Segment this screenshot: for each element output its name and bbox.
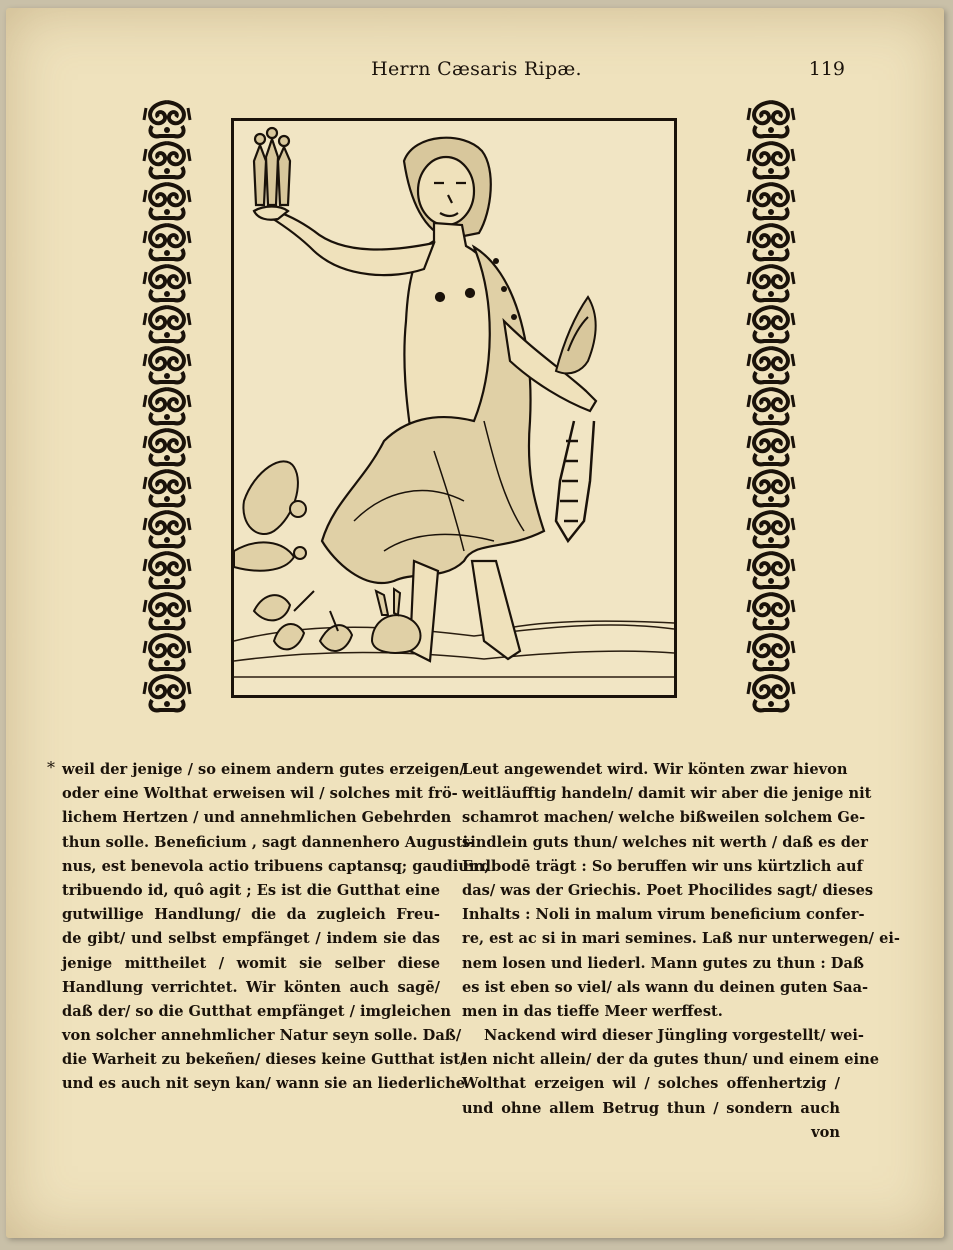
text-line: weitläufftig handeln/ damit wir aber die jenige nit — [462, 785, 872, 803]
text-line: das/ was der Griechis. Poet Phocilides sagt/ dieses — [462, 881, 874, 899]
text-line: Erdbodē trägt : So beruffen wir uns kürtzlich auf — [462, 857, 863, 875]
ornament-scroll-icon — [144, 348, 190, 382]
figure-woman-icon — [254, 128, 596, 661]
text-line: Inhalts : Noli in malum virum beneficium confer- — [462, 906, 865, 924]
ornament-scroll-icon — [144, 594, 190, 628]
ornament-scroll-icon — [748, 266, 794, 300]
ornament-scroll-icon — [144, 389, 190, 423]
ornament-scroll-icon — [144, 430, 190, 464]
text-line: thun solle. Beneficium , sagt dannenhero Augusti- — [62, 833, 475, 851]
text-line: gutwillige Handlung/ die da zugleich Freu- — [62, 906, 440, 924]
text-line: tribuendo id, quô agit ; Es ist die Gutthat eine — [62, 881, 441, 899]
ornament-scroll-icon — [144, 635, 190, 669]
text-line: die Warheit zu bekeñen/ dieses keine Gutthat ist/ — [62, 1051, 466, 1069]
ornament-scroll-icon — [144, 143, 190, 177]
text-line: Nackend wird dieser Jüngling vorgestellt/ wei- — [484, 1027, 864, 1045]
text-line: re, est ac si in mari semines. Laß nur unterwegen/ ei- — [462, 930, 900, 948]
ornamental-border-right — [746, 96, 796, 722]
ornament-scroll-icon — [144, 676, 190, 710]
ornament-scroll-icon — [144, 471, 190, 505]
text-line: und es auch nit seyn kan/ wann sie an liederliche — [62, 1075, 465, 1093]
text-line: sindlein guts thun/ welches nit werth / daß es der — [462, 833, 868, 851]
ornament-scroll-icon — [144, 225, 190, 259]
text-line: men in das tieffe Meer werffest. — [462, 1002, 723, 1020]
text-line: lichem Hertzen / und annehmlichen Gebehrden — [62, 809, 452, 827]
ornament-scroll-icon — [748, 553, 794, 587]
text-line: und ohne allem Betrug thun / sondern auch — [462, 1099, 840, 1117]
ornament-scroll-icon — [144, 307, 190, 341]
ornament-scroll-icon — [748, 512, 794, 546]
ornament-scroll-icon — [748, 184, 794, 218]
text-line: schamrot machen/ welche bißweilen solchem Ge- — [462, 809, 866, 827]
text-column-right — [462, 758, 900, 1145]
ornament-scroll-icon — [748, 348, 794, 382]
ornament-scroll-icon — [748, 430, 794, 464]
text-line: nem losen und liederl. Mann gutes zu thun : Daß — [462, 954, 864, 972]
text-line: es ist eben so viel/ als wann du deinen guten Saa- — [462, 978, 869, 996]
text-line: de gibt/ und selbst empfänget / indem sie das — [62, 930, 440, 948]
catchword: von — [811, 1123, 840, 1141]
ornament-scroll-icon — [748, 676, 794, 710]
text-line: Wolthat erzeigen wil / solches offenhertzig / — [462, 1075, 840, 1093]
text-line: jenige mittheilet / womit sie selber diese — [62, 954, 440, 972]
text-line: nus, est benevola actio tribuens captansq; gaudium, — [62, 857, 490, 875]
text-column-left — [62, 758, 490, 1097]
torch-icon — [556, 297, 596, 373]
ornament-scroll-icon — [144, 512, 190, 546]
ornamental-border-left — [142, 96, 192, 722]
ornament-scroll-icon — [748, 102, 794, 136]
text-line: weil der jenige / so einem andern gutes erzeigen/ — [62, 761, 465, 778]
text-line: Leut angewendet wird. Wir könten zwar hievon — [462, 761, 848, 778]
chain-icon — [556, 421, 594, 541]
text-line: daß der/ so die Gutthat empfänget / imgleichen — [62, 1002, 451, 1020]
page-number: 119 — [808, 58, 845, 80]
ornament-scroll-icon — [144, 553, 190, 587]
text-line: oder eine Wolthat erweisen wil / solches mit frö- — [62, 785, 458, 803]
ornament-scroll-icon — [748, 143, 794, 177]
ornament-scroll-icon — [144, 184, 190, 218]
ornament-scroll-icon — [748, 635, 794, 669]
ornament-scroll-icon — [748, 389, 794, 423]
ornament-scroll-icon — [748, 594, 794, 628]
ornament-scroll-icon — [748, 225, 794, 259]
ornament-scroll-icon — [144, 102, 190, 136]
text-line: Handlung verrichtet. Wir könten auch sagē/ — [62, 978, 440, 996]
three-figures-icon — [254, 128, 290, 205]
woodcut-illustration — [231, 118, 677, 698]
text-line: von solcher annehmlicher Natur seyn solle. Daß/ — [62, 1027, 462, 1045]
ornament-scroll-icon — [144, 266, 190, 300]
margin-mark: * — [47, 758, 55, 777]
ornament-scroll-icon — [748, 471, 794, 505]
text-line: len nicht allein/ der da gutes thun/ und einem eine — [462, 1051, 879, 1069]
ornament-scroll-icon — [748, 307, 794, 341]
running-head: Herrn Cæsaris Ripæ. — [371, 58, 582, 80]
